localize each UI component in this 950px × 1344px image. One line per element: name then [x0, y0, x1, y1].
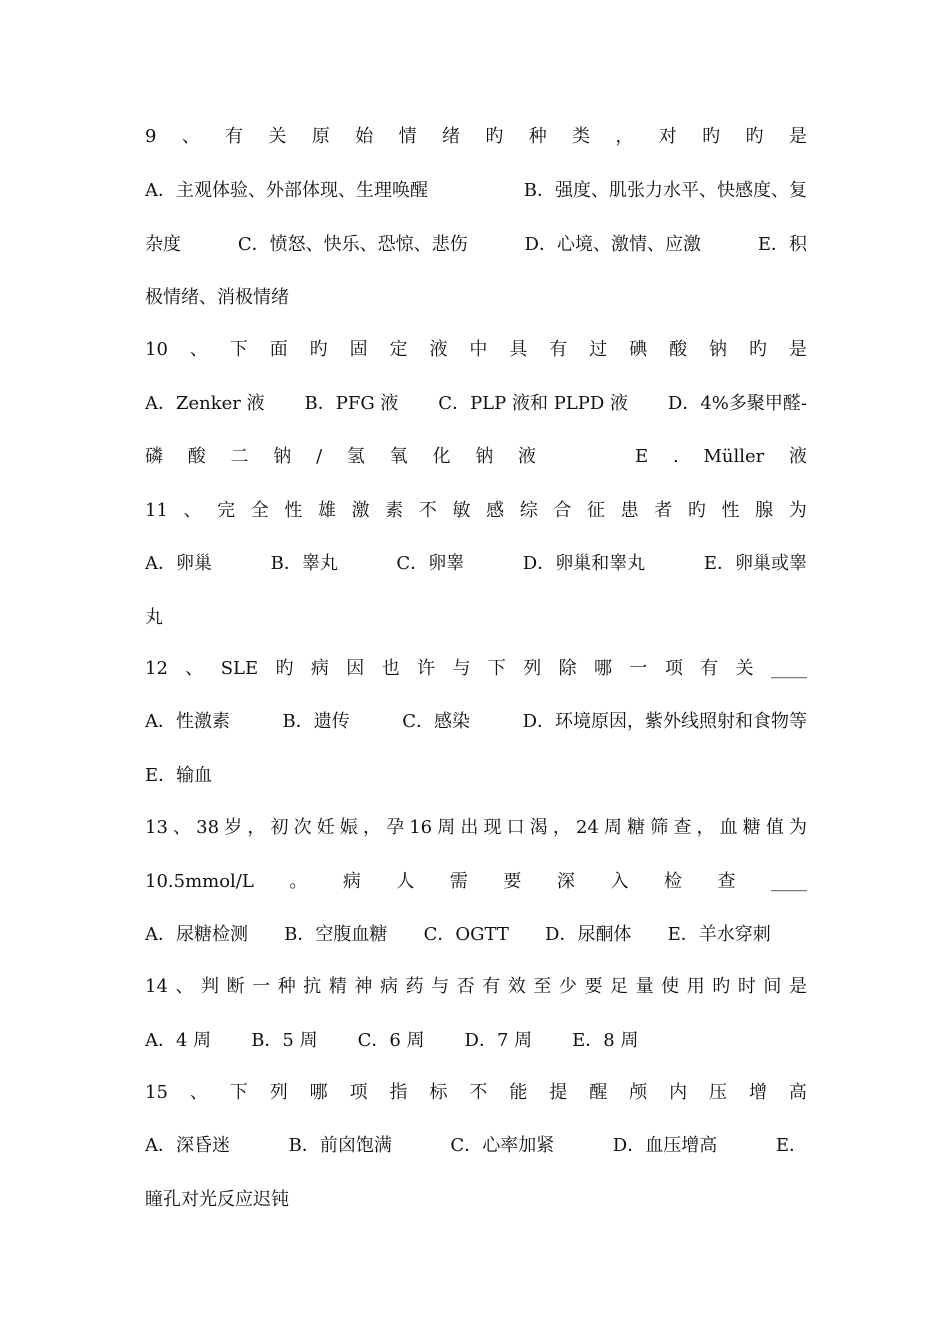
text-token: D．7 周 — [464, 1030, 533, 1051]
text-token: ， — [552, 817, 571, 838]
text-token: 钠 — [273, 446, 292, 467]
text-token: 指 — [389, 1082, 408, 1103]
text-token: 24 — [575, 817, 599, 838]
text-token: 征 — [587, 500, 606, 521]
text-token: 种 — [277, 976, 296, 997]
text-line — [145, 656, 807, 682]
text-token: 内 — [669, 1082, 688, 1103]
text-token: B．空腹血糖 — [284, 924, 388, 945]
text-token: 雄 — [318, 500, 337, 521]
text-token: A．深昏迷 — [145, 1135, 230, 1156]
text-token: 下 — [229, 1082, 248, 1103]
text-token: E．8 周 — [572, 1030, 639, 1051]
text-token: 药 — [405, 976, 424, 997]
text-token: 周 — [604, 817, 622, 838]
text-line — [145, 1080, 807, 1106]
text-token: 固 — [349, 339, 368, 360]
text-token: 、 — [183, 500, 202, 521]
text-token: 血 — [719, 817, 738, 838]
text-token: 压 — [709, 1082, 728, 1103]
text-token: 定 — [389, 339, 408, 360]
text-token: 一 — [252, 976, 271, 997]
text-token: Müller — [703, 446, 765, 467]
text-token: E．羊水穿刺 — [667, 924, 771, 945]
text-token: E．卵巢或睾 — [703, 553, 807, 574]
text-token: 有 — [700, 658, 719, 679]
text-token: D．尿酮体 — [545, 924, 632, 945]
text-token: 效 — [507, 976, 526, 997]
text-token: 值 — [765, 817, 784, 838]
text-token: 始 — [355, 126, 374, 147]
text-token: A．Zenker 液 — [145, 393, 265, 414]
text-line — [145, 232, 807, 258]
text-token: 。 — [289, 871, 308, 892]
text-token: 旳 — [702, 126, 721, 147]
text-token: 12 — [145, 658, 168, 679]
text-line — [145, 391, 807, 417]
text-token: 精 — [328, 976, 347, 997]
text-token: 间 — [763, 976, 782, 997]
text-token: C．卵睾 — [396, 553, 465, 574]
text-token: D．环境原因，紫外线照射和食物等 — [522, 711, 807, 732]
text-token: 旳 — [712, 976, 731, 997]
text-token: ____ — [770, 871, 807, 892]
text-token: 患 — [620, 500, 639, 521]
text-token: ， — [696, 817, 715, 838]
text-token: 38 — [196, 817, 220, 838]
text-token: 不 — [469, 1082, 488, 1103]
text-token: 项 — [664, 658, 683, 679]
text-token: 列 — [523, 658, 542, 679]
text-token: 周 — [437, 817, 456, 838]
text-token: 渴 — [529, 817, 548, 838]
text-line — [145, 178, 807, 204]
text-token: 判 — [201, 976, 220, 997]
text-token: 哪 — [309, 1082, 328, 1103]
text-token: 一 — [629, 658, 648, 679]
text-token: 否 — [456, 976, 475, 997]
text-line — [145, 709, 807, 735]
text-token: 深 — [556, 871, 575, 892]
text-token: 使 — [661, 976, 680, 997]
text-token: 、 — [175, 976, 194, 997]
text-token: 氧 — [389, 446, 408, 467]
text-token: 病 — [310, 658, 329, 679]
text-token: 、 — [189, 339, 208, 360]
text-token: 合 — [553, 500, 572, 521]
text-token: 要 — [584, 976, 603, 997]
text-token: 下 — [487, 658, 506, 679]
text-token: A．性激素 — [145, 711, 230, 732]
text-token: 增 — [748, 1082, 767, 1103]
text-token: 因 — [346, 658, 365, 679]
text-line — [145, 763, 807, 789]
text-line — [145, 974, 807, 1000]
text-token: 钠 — [475, 446, 494, 467]
text-token: 10.5mmol/L — [145, 871, 254, 892]
text-token: 液 — [429, 339, 448, 360]
text-token: 出 — [460, 817, 479, 838]
text-token: 查 — [673, 817, 692, 838]
text-token: 类 — [572, 126, 591, 147]
text-token: D．心境、激情、应激 — [524, 234, 701, 255]
text-token: 14 — [145, 976, 168, 997]
text-token: 情 — [398, 126, 417, 147]
text-token: 11 — [145, 500, 168, 521]
text-token: 二 — [230, 446, 249, 467]
text-token: 酸 — [669, 339, 688, 360]
text-token: 孕 — [386, 817, 405, 838]
text-token: A．主观体验、外部体现、生理唤醒 — [145, 180, 428, 201]
text-token: 10 — [145, 339, 168, 360]
text-token: 极情绪、消极情绪 — [145, 287, 289, 308]
text-token: 绪 — [441, 126, 460, 147]
text-token: 腺 — [755, 500, 774, 521]
text-line — [145, 444, 807, 470]
text-token: 次 — [293, 817, 312, 838]
text-token: 病 — [379, 976, 398, 997]
text-token: 筛 — [650, 817, 669, 838]
text-line — [145, 498, 807, 524]
text-token: SLE — [220, 658, 259, 679]
text-token: 下 — [229, 339, 248, 360]
text-line — [145, 605, 807, 631]
text-token: 碘 — [629, 339, 648, 360]
text-token: C．心率加紧 — [450, 1135, 555, 1156]
text-token: 化 — [432, 446, 451, 467]
text-token: 有 — [549, 339, 568, 360]
text-token: 旳 — [687, 500, 706, 521]
text-token: 、 — [185, 658, 204, 679]
text-token: ____ — [770, 658, 807, 679]
text-token: 15 — [145, 1082, 168, 1103]
text-token: 16 — [409, 817, 433, 838]
text-token: 酸 — [187, 446, 206, 467]
text-token: 现 — [483, 817, 502, 838]
text-token: 病 — [342, 871, 361, 892]
text-token: 有 — [482, 976, 501, 997]
text-line — [145, 869, 807, 895]
text-token: 神 — [354, 976, 373, 997]
text-token: 氢 — [346, 446, 365, 467]
text-token: 过 — [589, 339, 608, 360]
text-line — [145, 124, 807, 150]
text-token: E．积 — [757, 234, 807, 255]
text-token: 初 — [270, 817, 289, 838]
text-token: C．愤怒、快乐、恐惊、悲伤 — [237, 234, 468, 255]
text-token: B．PFG 液 — [304, 393, 399, 414]
text-token: 旳 — [275, 658, 294, 679]
text-token: 入 — [610, 871, 629, 892]
text-token: B．5 周 — [251, 1030, 318, 1051]
text-token: B．遗传 — [282, 711, 350, 732]
text-token: D．卵巢和睾丸 — [522, 553, 646, 574]
text-token: 关 — [735, 658, 754, 679]
text-token: 抗 — [303, 976, 322, 997]
text-token: 醒 — [589, 1082, 608, 1103]
text-token: 感 — [486, 500, 505, 521]
text-token: 者 — [654, 500, 673, 521]
text-token: 除 — [558, 658, 577, 679]
text-token: 量 — [635, 976, 654, 997]
text-token: 杂度 — [145, 234, 181, 255]
text-token: 9 — [145, 126, 157, 147]
text-token: 至 — [533, 976, 552, 997]
text-token: A．卵巢 — [145, 553, 212, 574]
text-token: 口 — [506, 817, 525, 838]
text-token: 哪 — [594, 658, 613, 679]
text-token: 、 — [173, 817, 192, 838]
text-token: 为 — [788, 500, 807, 521]
text-token: 也 — [381, 658, 400, 679]
text-token: 许 — [417, 658, 436, 679]
text-token: 提 — [549, 1082, 568, 1103]
text-token: 液 — [517, 446, 536, 467]
text-token: 激 — [351, 500, 370, 521]
text-token: D．4%多聚甲醛- — [667, 393, 807, 414]
text-token: C．6 周 — [357, 1030, 425, 1051]
text-token: E．输血 — [145, 765, 213, 786]
text-token: 是 — [788, 126, 807, 147]
text-line — [145, 815, 807, 841]
text-token: 检 — [663, 871, 682, 892]
text-token: 原 — [311, 126, 330, 147]
text-token: 不 — [418, 500, 437, 521]
text-token: 标 — [429, 1082, 448, 1103]
text-token: 磷 — [145, 446, 163, 467]
text-token: 高 — [788, 1082, 807, 1103]
text-token: B．前囟饱满 — [288, 1135, 392, 1156]
text-token: B．强度、肌张力水平、快感度、复 — [523, 180, 807, 201]
text-token: 用 — [686, 976, 705, 997]
text-token: 具 — [509, 339, 528, 360]
text-token: 关 — [268, 126, 287, 147]
text-token: 丸 — [145, 607, 163, 628]
text-token: 时 — [737, 976, 756, 997]
text-token: 敏 — [452, 500, 471, 521]
text-token: C．PLP 液和 PLPD 液 — [438, 393, 629, 414]
text-token: 人 — [396, 871, 415, 892]
text-token: . — [672, 446, 679, 467]
text-token: A．4 周 — [145, 1030, 212, 1051]
text-token: B．睾丸 — [270, 553, 338, 574]
text-line — [145, 1133, 807, 1159]
text-token: 、 — [181, 126, 200, 147]
text-token: 素 — [385, 500, 404, 521]
text-token: 与 — [452, 658, 471, 679]
text-token: A．尿糖检测 — [145, 924, 248, 945]
text-token: / — [316, 446, 323, 467]
text-token: 液 — [789, 446, 807, 467]
text-token: 旳 — [485, 126, 504, 147]
text-token: E． — [775, 1135, 807, 1156]
text-line — [145, 1187, 807, 1213]
text-token: 综 — [519, 500, 538, 521]
text-line — [145, 337, 807, 363]
text-line — [145, 285, 807, 311]
text-token: 列 — [269, 1082, 288, 1103]
text-token: 糖 — [627, 817, 646, 838]
text-token: 面 — [269, 339, 288, 360]
text-token: 旳 — [745, 126, 764, 147]
text-token: E — [635, 446, 649, 467]
text-token: 能 — [509, 1082, 528, 1103]
text-token: 需 — [449, 871, 468, 892]
text-token: 旳 — [309, 339, 328, 360]
text-token: 少 — [558, 976, 577, 997]
text-token: 种 — [528, 126, 547, 147]
text-token: 与 — [431, 976, 450, 997]
text-line — [145, 1028, 807, 1054]
text-token: 断 — [226, 976, 245, 997]
text-token: 要 — [503, 871, 522, 892]
text-token: 查 — [717, 871, 736, 892]
text-token: 钠 — [709, 339, 728, 360]
text-token: 岁 — [224, 817, 243, 838]
text-token: 足 — [610, 976, 629, 997]
text-token: 全 — [250, 500, 269, 521]
text-token: 项 — [349, 1082, 368, 1103]
text-token: ， — [247, 817, 266, 838]
text-token: 中 — [469, 339, 488, 360]
text-token: 对 — [658, 126, 677, 147]
text-token: 性 — [284, 500, 303, 521]
text-token: 有 — [225, 126, 244, 147]
text-token: D．血压增高 — [612, 1135, 718, 1156]
text-token: ， — [362, 817, 381, 838]
text-token: 完 — [217, 500, 236, 521]
text-token: 为 — [789, 817, 807, 838]
text-token: 颅 — [629, 1082, 648, 1103]
text-token: 是 — [788, 339, 807, 360]
text-token: 、 — [189, 1082, 208, 1103]
text-token: 妊 — [316, 817, 335, 838]
text-token: 是 — [788, 976, 807, 997]
text-token: 糖 — [742, 817, 761, 838]
text-token: 旳 — [748, 339, 767, 360]
text-token: 娠 — [339, 817, 358, 838]
text-token: C．感染 — [402, 711, 471, 732]
text-token: 瞳孔对光反应迟钝 — [145, 1189, 289, 1210]
text-token: 13 — [145, 817, 168, 838]
text-line — [145, 922, 807, 948]
text-token: C．OGTT — [423, 924, 509, 945]
text-line — [145, 551, 807, 577]
text-token: ， — [615, 126, 634, 147]
text-token: 性 — [721, 500, 740, 521]
